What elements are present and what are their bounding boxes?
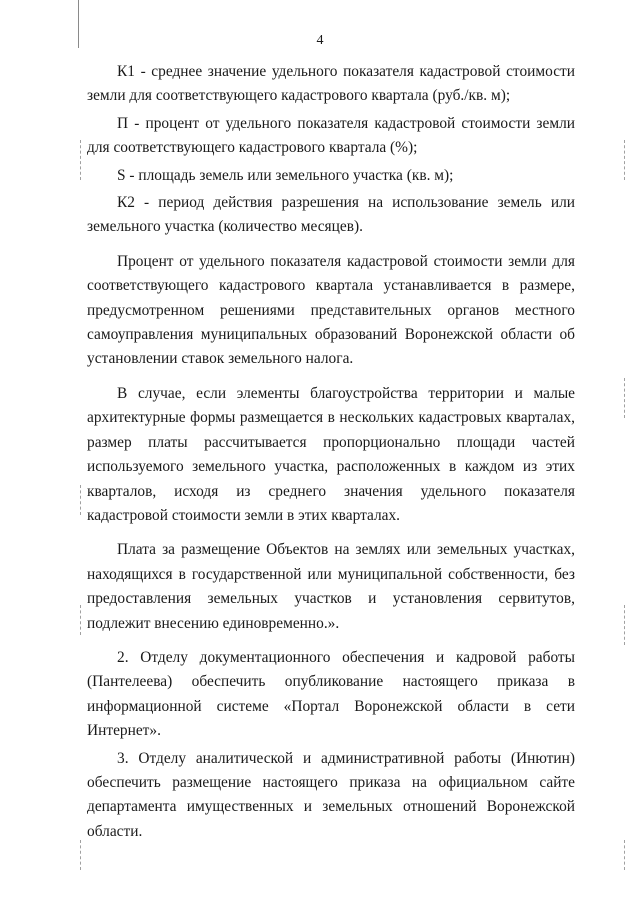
page-number: 4 xyxy=(316,33,324,48)
paragraph-p-definition: П - процент от удельного показателя кадастровой стоимости земли для соответствующего кадастрового квартала (%); xyxy=(87,114,575,157)
scan-edge-mark-left-2 xyxy=(80,485,82,515)
paragraph-payment-terms: Плата за размещение Объектов на землях или земельных участках, находящихся в государственной или муниципальной собственности, без предоставления земельных участков и установления сервитутов, подлежит внесению единовременно.». xyxy=(87,541,575,632)
scan-edge-mark-left-mid xyxy=(80,140,82,180)
paragraph-percent-rate: Процент от удельного показателя кадастровой стоимости земли для соответствующего кадастрового квартала устанавливается в размере, предусмотренном решениями представительных органов местного самоуправления муниципальных образований Воронежской области об установлении ставок земельного налога. xyxy=(87,252,575,368)
scan-edge-mark-right-1 xyxy=(624,140,626,180)
paragraph-k1-definition: К1 - среднее значение удельного показателя кадастровой стоимости земли для соответствующего кадастрового квартала (руб./кв. м); xyxy=(87,63,575,105)
scan-edge-mark-right-2 xyxy=(624,378,626,418)
scan-edge-mark-right-3 xyxy=(624,605,626,645)
scan-edge-mark-right-bottom xyxy=(624,840,626,870)
scan-edge-mark-left-bottom xyxy=(80,840,82,870)
paragraph-k2-definition: К2 - период действия разрешения на использование земель или земельного участка (количество месяцев). xyxy=(87,194,575,236)
paragraph-multiple-quarters: В случае, если элементы благоустройства территории и малые архитектурные формы размещается в нескольких кадастровых кварталах, размер платы рассчитывается пропорционально площади частей используемого земельного участка, расположенных в каждом из этих кварталов, исходя из среднего значения удельного показателя кадастровой стоимости земли в этих кварталах. xyxy=(87,384,575,524)
document-body xyxy=(87,60,575,847)
paragraph-item-2-publication: 2. Отделу документационного обеспечения и кадровой работы (Пантелеева) обеспечить опубликование настоящего приказа в информационной системе «Портал Воронежской области в сети Интернет». xyxy=(87,648,575,740)
paragraph-s-definition: S - площадь земель или земельного участка (кв. м); xyxy=(117,166,454,184)
scan-edge-mark-left-3 xyxy=(80,605,82,635)
paragraph-item-3-website: 3. Отделу аналитической и административной работы (Инютин) обеспечить размещение настоящего приказа на официальном сайте департамента имущественных и земельных отношений Воронежской области. xyxy=(87,749,575,840)
